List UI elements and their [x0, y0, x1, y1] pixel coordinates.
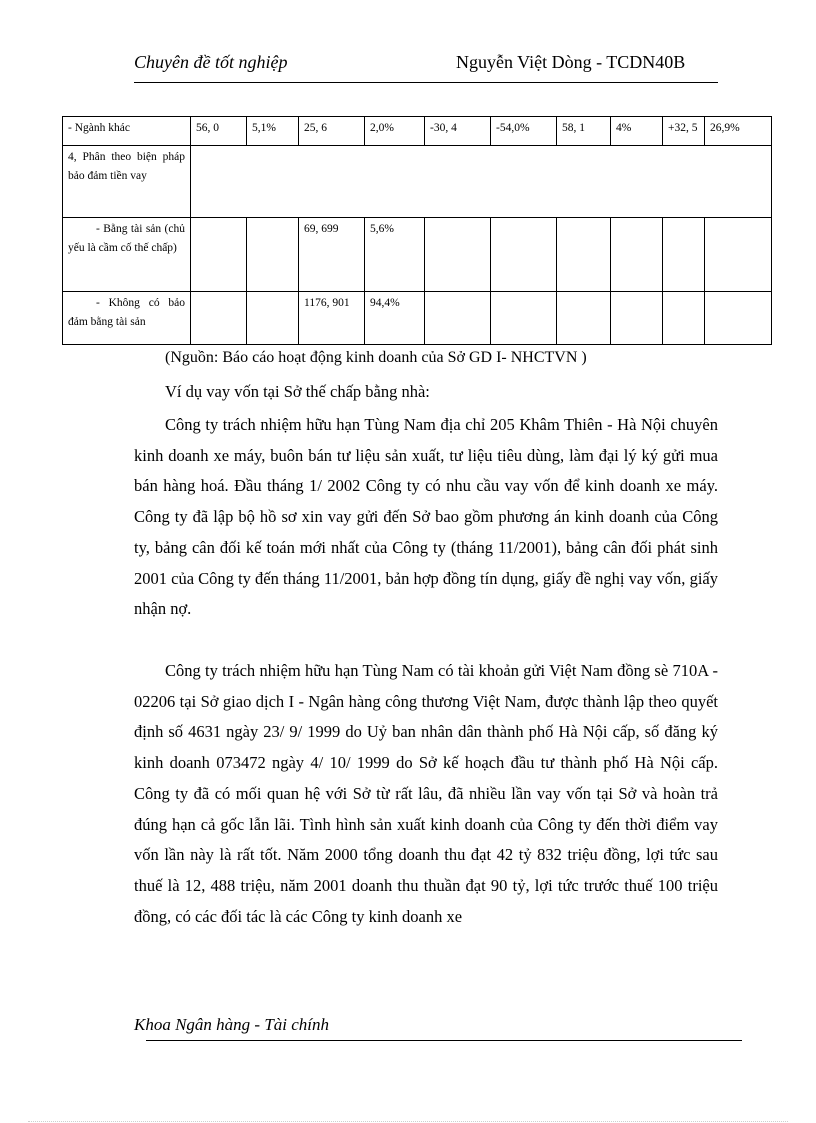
table-cell [247, 292, 299, 345]
table-cell: 94,4% [365, 292, 425, 345]
table-cell: 26,9% [705, 117, 772, 146]
table-cell [705, 218, 772, 292]
table-cell: 56, 0 [191, 117, 247, 146]
table-cell: 4, Phân theo biện pháp bảo đảm tiền vay [63, 146, 191, 218]
table-cell: 69, 699 [299, 218, 365, 292]
table-cell: 5,6% [365, 218, 425, 292]
paragraph-company-loan [134, 410, 718, 625]
header-divider [134, 82, 718, 83]
table-cell: -30, 4 [425, 117, 491, 146]
table-cell [611, 218, 663, 292]
table-row [63, 218, 772, 292]
table-cell [247, 218, 299, 292]
header-title: Chuyên đề tốt nghiệp [134, 52, 288, 72]
table-cell [557, 292, 611, 345]
table-cell: 25, 6 [299, 117, 365, 146]
table-cell [491, 292, 557, 345]
footer-department: Khoa Ngân hàng - Tài chính [134, 1015, 330, 1034]
paragraph-text: Ví dụ vay vốn tại Sở thế chấp bằng nhà: [165, 382, 430, 401]
table-cell: 58, 1 [557, 117, 611, 146]
table-cell [663, 218, 705, 292]
paragraph-company-profile [134, 656, 718, 932]
paragraph-text: Công ty trách nhiệm hữu hạn Tùng Nam địa chỉ 205 Khâm Thiên - Hà Nội chuyên kinh doanh xe máy, buôn bán tư liệu sản xuất, tư liệu tiêu dùng, làm đại lý ký gửi mua bán hàng hoá. Đầu tháng 1/ 2002 Công ty có nhu cầu vay vốn để kinh doanh xe máy. Công ty đã lập bộ hồ sơ xin vay gửi đến Sở bao gồm phương án kinh doanh của Công ty, bảng cân đối kế toán mới nhất của Công ty (tháng 11/2001), bảng cân đối phát sinh 2001 của Công ty đến tháng 11/2001, bản hợp đồng tín dụng, giấy đề nghị vay vốn, giấy nhận nợ. [134, 415, 718, 619]
page-edge-divider [28, 1121, 788, 1122]
footer-divider [146, 1040, 742, 1041]
table-row [63, 146, 772, 218]
table-cell [191, 292, 247, 345]
table-cell: -54,0% [491, 117, 557, 146]
header-author: Nguyễn Việt Dòng - TCDN40B [456, 52, 686, 72]
table-cell: - Ngành khác [63, 117, 191, 146]
table-cell [191, 146, 772, 218]
table-cell: 5,1% [247, 117, 299, 146]
table-cell: - Không có bảo đảm bằng tài sản [63, 292, 191, 345]
table-row [63, 117, 772, 146]
table-cell: +32, 5 [663, 117, 705, 146]
table-cell [425, 292, 491, 345]
table-row [63, 292, 772, 345]
loan-structure-table [62, 116, 772, 345]
table-cell [705, 292, 772, 345]
table-cell: 4% [611, 117, 663, 146]
table-cell [425, 218, 491, 292]
table-cell [491, 218, 557, 292]
source-note: (Nguồn: Báo cáo hoạt động kinh doanh của Sở GD I- NHCTVN ) [165, 349, 587, 366]
table-cell [663, 292, 705, 345]
table-cell: - Bằng tài sản (chủ yếu là cầm cố thế chấp) [63, 218, 191, 292]
table-cell [191, 218, 247, 292]
table-cell [611, 292, 663, 345]
paragraph-intro [134, 377, 718, 408]
paragraph-text: Công ty trách nhiệm hữu hạn Tùng Nam có tài khoản gửi Việt Nam đồng sè 710A - 02206 tại Sở giao dịch I - Ngân hàng công thương Việt Nam, được thành lập theo quyết định số 4631 ngày 23/ 9/ 1999 do Uỷ ban nhân dân thành phố Hà Nội cấp, số đăng ký kinh doanh 073472 ngày 4/ 10/ 1999 do Sở kế hoạch đầu tư thành phố Hà Nội cấp. Công ty đã có mối quan hệ với Sở từ rất lâu, đã nhiều lần vay vốn tại Sở và hoàn trả đúng hạn cả gốc lẫn lãi. Tình hình sản xuất kinh doanh của Công ty đến thời điểm vay vốn lần này là rất tốt. Năm 2000 tổng doanh thu đạt 42 tỷ 832 triệu đồng, lợi tức sau thuế là 12, 488 triệu, năm 2001 doanh thu thuần đạt 90 tỷ, lợi tức trước thuế 100 triệu đồng, có các đối tác là các Công ty kinh doanh xe [134, 661, 718, 926]
table-cell: 1176, 901 [299, 292, 365, 345]
table-cell: 2,0% [365, 117, 425, 146]
table-cell [557, 218, 611, 292]
